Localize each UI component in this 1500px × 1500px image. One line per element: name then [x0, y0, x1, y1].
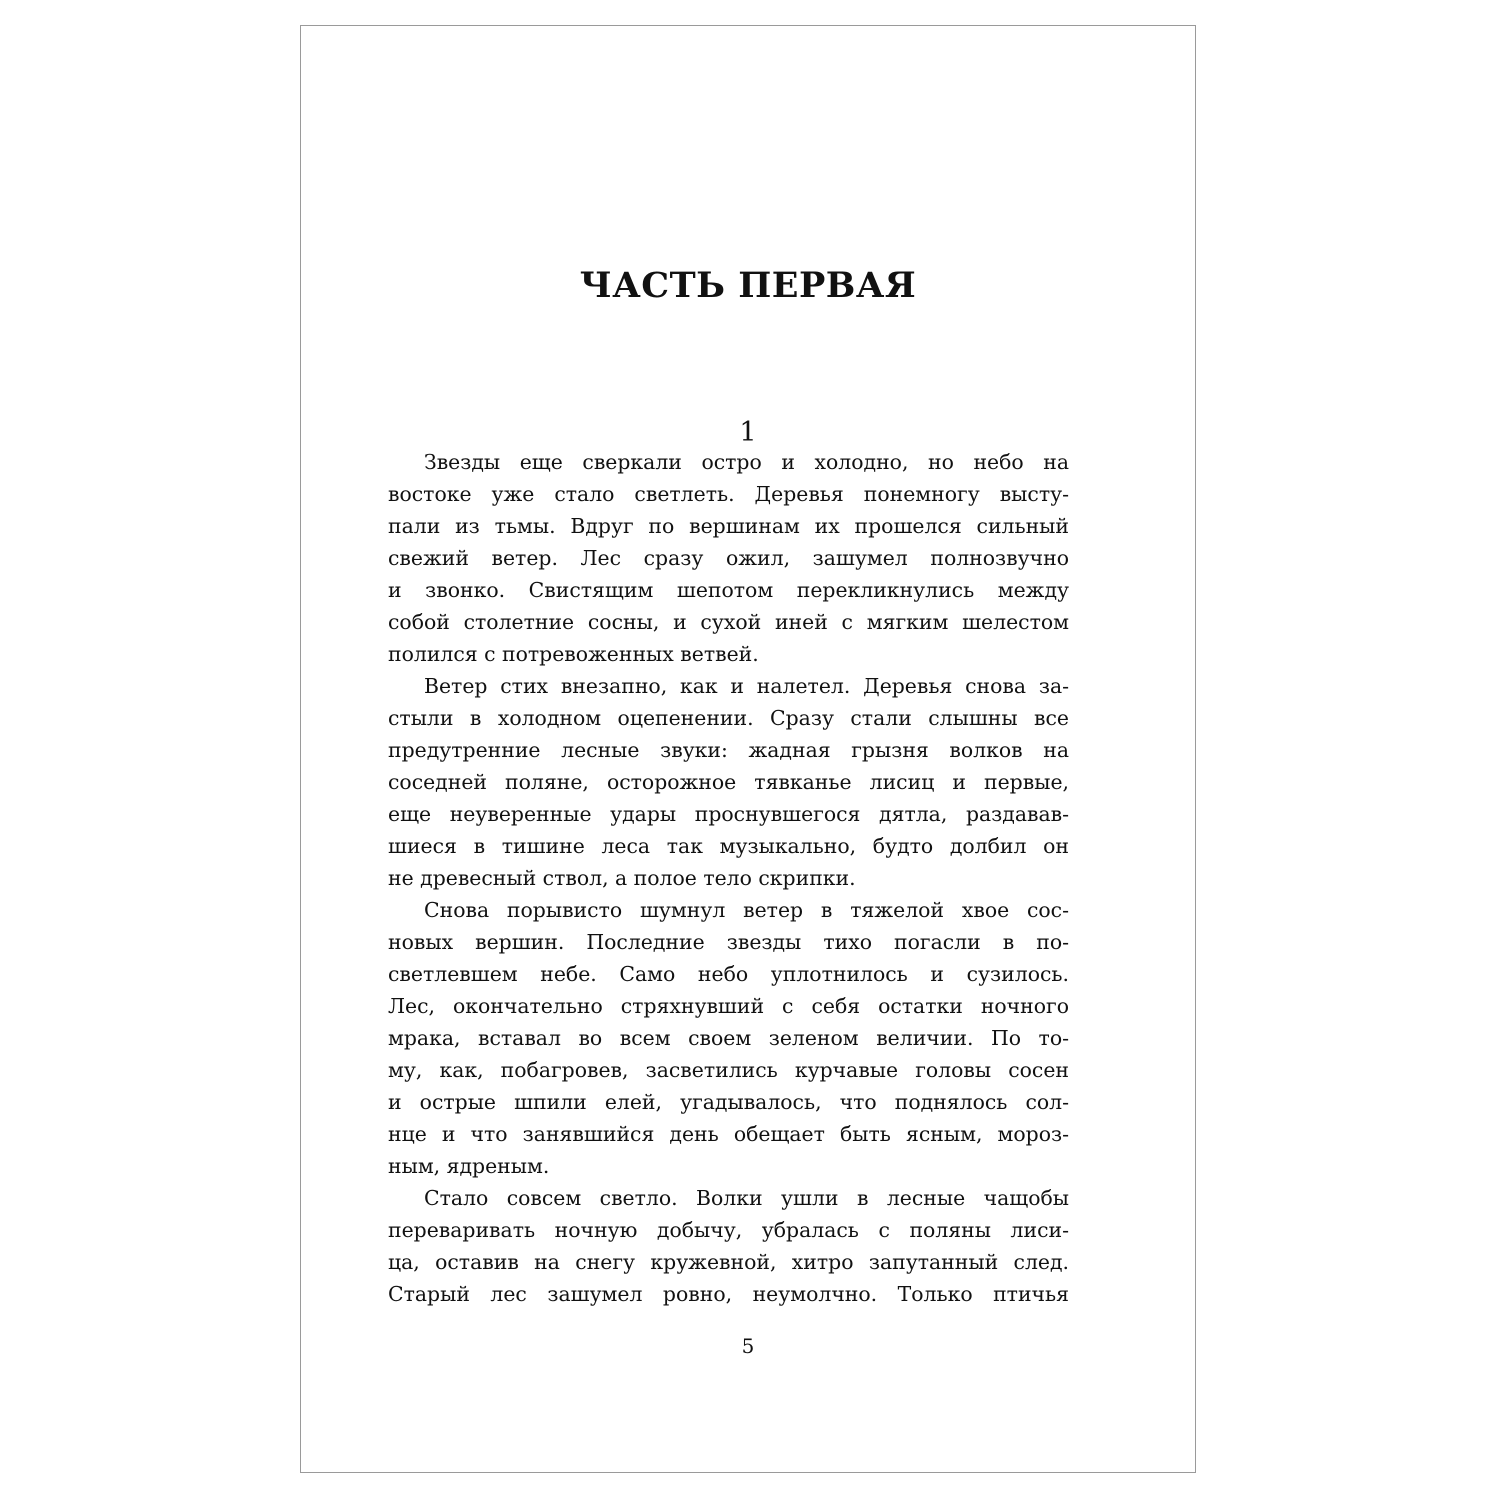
text-line: пали из тьмы. Вдруг по вершинам их прошелся сильный — [388, 514, 1069, 538]
text-line: Звезды еще сверкали остро и холодно, но небо на — [424, 450, 1069, 474]
text-line: собой столетние сосны, и сухой иней с мягким шелестом — [388, 610, 1069, 634]
part-title: ЧАСТЬ ПЕРВАЯ — [579, 265, 917, 306]
text-line: ца, оставив на снегу кружевной, хитро запутанный след. — [388, 1250, 1069, 1274]
text-line: му, как, побагровев, засветились курчавые головы сосен — [388, 1058, 1069, 1082]
text-line: новых вершин. Последние звезды тихо погасли в по- — [388, 930, 1069, 954]
text-line: и острые шпили елей, угадывалось, что поднялось сол- — [388, 1090, 1069, 1114]
chapter-number: 1 — [739, 417, 757, 448]
text-line: стыли в холодном оцепенении. Сразу стали слышны все — [388, 706, 1069, 730]
page-number: 5 — [741, 1334, 755, 1358]
book-page — [300, 25, 1196, 1473]
text-line: переваривать ночную добычу, убралась с поляны лиси- — [388, 1218, 1069, 1242]
text-line: нце и что занявшийся день обещает быть ясным, мороз- — [388, 1122, 1069, 1146]
text-line: светлевшем небе. Само небо уплотнилось и сузилось. — [388, 962, 1069, 986]
text-line: Старый лес зашумел ровно, неумолчно. Только птичья — [388, 1282, 1069, 1306]
text-line: предутренние лесные звуки: жадная грызня волков на — [388, 738, 1069, 762]
text-line: и звонко. Свистящим шепотом перекликнулись между — [388, 578, 1069, 602]
text-line: мрака, вставал во всем своем зеленом величии. По то- — [388, 1026, 1069, 1050]
text-line: Снова порывисто шумнул ветер в тяжелой хвое сос- — [424, 898, 1069, 922]
text-line: Стало совсем светло. Волки ушли в лесные чащобы — [424, 1186, 1069, 1210]
text-line: свежий ветер. Лес сразу ожил, зашумел полнозвучно — [388, 546, 1069, 570]
text-line: ным, ядреным. — [388, 1154, 550, 1178]
text-line: полился с потревоженных ветвей. — [388, 642, 759, 666]
text-line: соседней поляне, осторожное тявканье лисиц и первые, — [388, 770, 1069, 794]
body-text — [388, 446, 1069, 1310]
text-line: Лес, окончательно стряхнувший с себя остатки ночного — [388, 994, 1069, 1018]
text-line: еще неуверенные удары проснувшегося дятла, раздавав- — [388, 802, 1069, 826]
text-line: востоке уже стало светлеть. Деревья понемногу высту- — [388, 482, 1069, 506]
text-line: не древесный ствол, а полое тело скрипки. — [388, 866, 856, 890]
text-line: шиеся в тишине леса так музыкально, будто долбил он — [388, 834, 1069, 858]
text-line: Ветер стих внезапно, как и налетел. Деревья снова за- — [424, 674, 1069, 698]
